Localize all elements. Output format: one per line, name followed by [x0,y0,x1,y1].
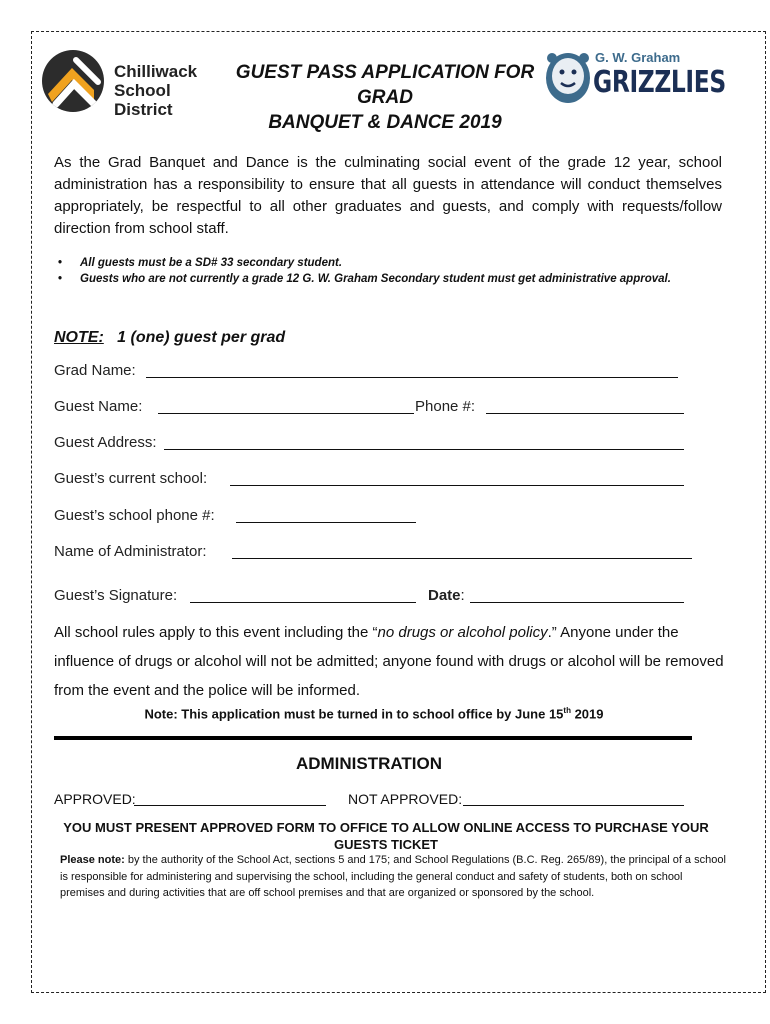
legal-text: by the authority of the School Act, sections 5 and 175; and School Regulations (B.C. Reg. 265/89), the principal of a school is responsible for administering and supervising the school, including the general conduct and safety of students, both on school premises and during activities that are off school premises and that are organized or sponsored by the school. [60,854,726,899]
school-phone-label: Guest’s school phone #: [54,507,215,524]
legal-note [60,852,726,902]
school-phone-field[interactable] [236,522,416,523]
date-field[interactable] [470,602,684,603]
note-text: 1 (one) guest per grad [117,329,286,346]
signature-label: Guest’s Signature: [54,587,178,604]
administration-heading: ADMINISTRATION [295,754,443,773]
school-rules-paragraph [54,618,730,705]
deadline-sup: th [563,706,571,715]
legal-label: Please note: [60,854,125,866]
page-title [225,60,545,135]
grad-name-label: Grad Name: [54,362,136,379]
school-logo-main: GRIZZLIES [593,65,726,100]
title-line3: BANQUET & DANCE 2019 [268,112,502,133]
district-emblem-icon [42,50,104,112]
phone-field[interactable] [486,413,684,414]
administrator-label: Name of Administrator: [54,543,207,560]
guest-note [54,329,285,347]
date-label-colon: : [460,587,465,604]
current-school-field[interactable] [230,485,684,486]
grizzly-mascot-icon [543,50,593,104]
title-line2: GRAD [357,87,413,108]
gw-graham-grizzlies-logo [543,48,725,108]
grad-name-field[interactable] [146,377,678,378]
rules-after: .” Anyone under the influence of drugs or alcohol will not be admitted; anyone found with drugs or alcohol will be removed from the event and the police will be informed. [54,624,724,699]
district-logo-line2: School District [114,81,173,119]
rules-before: All school rules apply to this event including the “ [54,624,378,641]
current-school-label: Guest’s current school: [54,470,208,487]
date-label-text: Date [428,587,461,604]
list-item: • All guests must be a SD# 33 secondary student. [54,255,722,271]
deadline-text: Note: This application must be turned in to school office by June 15 [144,706,564,722]
requirements-list [54,255,722,287]
section-divider [54,736,692,740]
approved-field[interactable] [134,805,326,806]
guest-name-label: Guest Name: [54,398,143,415]
not-approved-field[interactable] [463,805,684,806]
intro-paragraph: As the Grad Banquet and Dance is the culminating social event of the grade 12 year, school administration has a responsibility to ensure that all guests in attendance will conduct themselves appropriately, be respectful to all other graduates and guests, and comply with requests/follow direction from school staff. [54,154,722,237]
note-label: NOTE: [54,329,104,346]
phone-label: Phone #: [415,398,476,415]
approved-label: APPROVED: [54,791,136,807]
chilliwack-school-district-logo [40,48,220,118]
signature-field[interactable] [190,602,416,603]
deadline-year: 2019 [570,706,604,722]
rules-policy: no drugs or alcohol policy [377,624,548,641]
list-item: • Guests who are not currently a grade 12 G. W. Graham Secondary student must get administrative approval. [54,271,722,287]
guest-address-field[interactable] [164,449,684,450]
deadline-note [54,706,694,721]
guest-address-label: Guest Address: [54,434,157,451]
administrator-field[interactable] [232,558,692,559]
guest-name-field[interactable] [158,413,414,414]
district-logo-line1: Chilliwack [114,62,198,81]
date-label [428,587,465,604]
school-logo-top: G. W. Graham [595,50,681,65]
present-form-notice: YOU MUST PRESENT APPROVED FORM TO OFFICE TO ALLOW ONLINE ACCESS TO PURCHASE YOUR GUESTS TICKET [63,820,709,852]
title-line1: GUEST PASS APPLICATION FOR [235,62,535,83]
not-approved-label: NOT APPROVED: [348,791,463,807]
